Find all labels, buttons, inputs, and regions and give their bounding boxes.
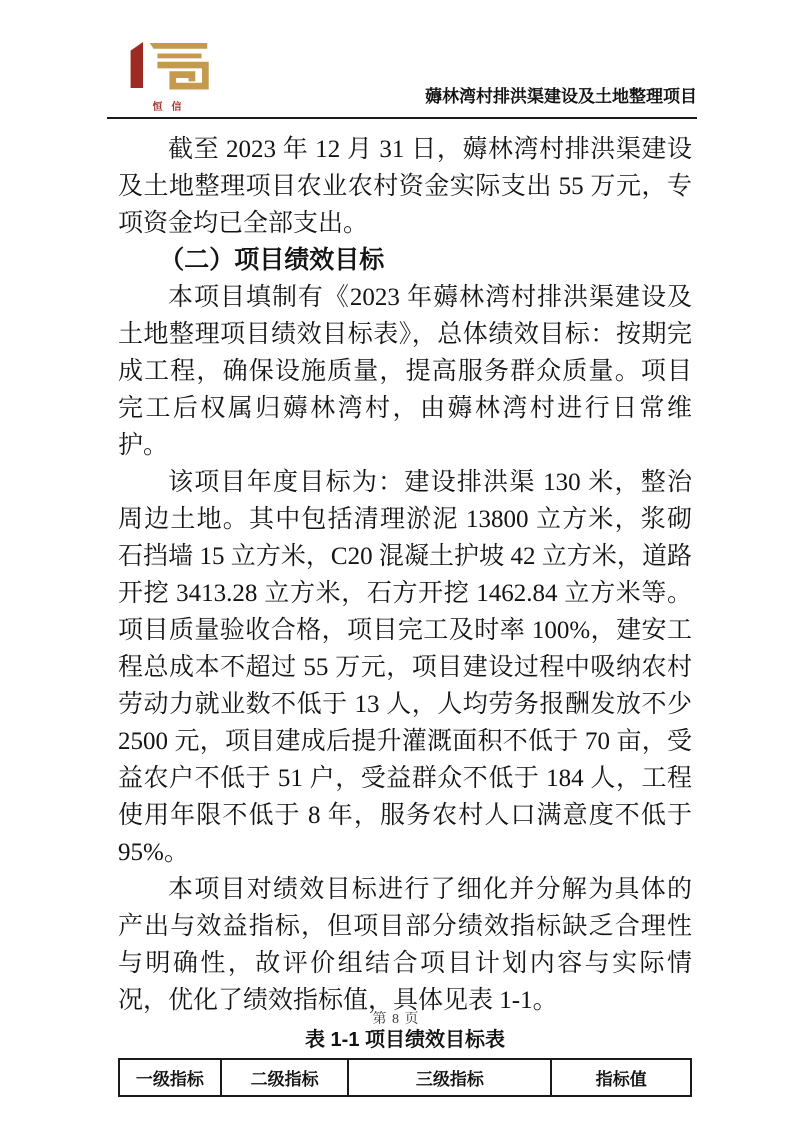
- page-number: 第 8 页: [372, 1012, 420, 1027]
- paragraph-indicator-refinement: 本项目对绩效目标进行了细化并分解为具体的产出与效益指标，但项目部分绩效指标缺乏合理性与明确性，故评价组结合项目计划内容与实际情况，优化了绩效指标值，具体见表 1-1。: [118, 876, 692, 1014]
- performance-goal-table: [118, 1058, 692, 1097]
- paragraph-overall-goal: 本项目填制有《2023 年薅林湾村排洪渠建设及土地整理项目绩效目标表》，总体绩效目标：按期完成工程，确保设施质量，提高服务群众质量。项目完工后权属归薅林湾村，由薅林湾村进行日常维护。: [118, 284, 692, 459]
- column-header-level3-indicator: 三级指标: [348, 1059, 551, 1096]
- hengxin-logo-icon: [121, 40, 213, 97]
- paragraph-funds-spent: 截至 2023 年 12 月 31 日，薅林湾村排洪渠建设及土地整理项目农业农村资金实际支出 55 万元，专项资金均已全部支出。: [118, 136, 692, 237]
- logo-label: 恒信: [152, 102, 191, 113]
- table-caption: 表 1-1 项目绩效目标表: [304, 1029, 506, 1051]
- column-header-level2-indicator: 二级指标: [221, 1059, 349, 1096]
- column-header-indicator-value: 指标值: [551, 1059, 691, 1096]
- document-body: [118, 131, 692, 1097]
- document-title: 薅林湾村排洪渠建设及土地整理项目: [425, 86, 697, 106]
- column-header-level1-indicator: 一级指标: [119, 1059, 221, 1096]
- company-logo: [121, 40, 213, 113]
- page-header: [107, 0, 697, 119]
- section-heading-performance-goals: （二）项目绩效目标: [159, 247, 385, 274]
- table-header-row: [119, 1059, 691, 1096]
- paragraph-annual-goal: 该项目年度目标为：建设排洪渠 130 米，整治周边土地。其中包括清理淤泥 13800 立方米，浆砌石挡墙 15 立方米，C20 混凝土护坡 42 立方米，道路开挖 3413.28 立方米，石方开挖 1462.84 立方米等。项目质量验收合格，项目完工及时率 100%，建安工程总成本不超过 55 万元，项目建设过程中吸纳农村劳动力就业数不低于 13 人，人均劳务报酬发放不少 2500 元，项目建成后提升灌溉面积不低于 70 亩，受益农户不低于 51 户，受益群众不低于 184 人，工程使用年限不低于 8 年，服务农村人口满意度不低于 95%。: [118, 469, 692, 866]
